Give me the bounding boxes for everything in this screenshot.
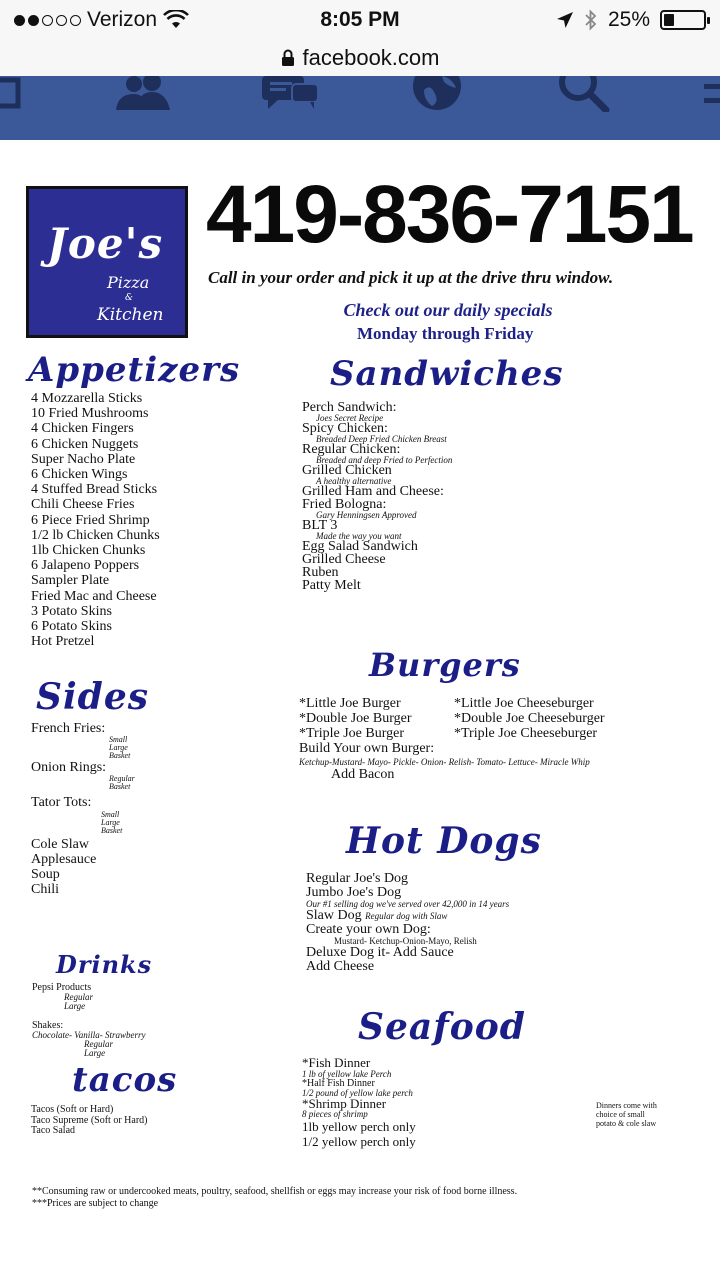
sandwich-item: Spicy Chicken: [302, 421, 388, 436]
sandwiches-list [302, 401, 452, 592]
sandwiches-heading: Sandwiches [330, 354, 564, 394]
drinks-heading: Drinks [56, 950, 153, 979]
size-option: Small [109, 735, 128, 745]
shrimp-note: 8 pieces of shrimp [302, 1109, 368, 1119]
size-option: Large [64, 1001, 86, 1011]
size-option: Regular [84, 1039, 113, 1049]
footnotes [32, 1186, 517, 1210]
fries-sizes [31, 736, 135, 760]
french-fries: French Fries: [31, 721, 106, 736]
logo-kitchen: Kitchen [97, 305, 164, 325]
tacos-heading: tacos [72, 1060, 178, 1100]
dinner-note-line-3: potato & cole slaw [596, 1119, 657, 1128]
menu-image [0, 140, 720, 1280]
create-dog: Create your own Dog: [306, 922, 431, 937]
burger-item: *Little Joe Burger [299, 696, 401, 711]
appetizer-item: 10 Fried Mushrooms [31, 406, 149, 422]
dinner-note-line-2: choice of small [596, 1110, 645, 1119]
url-bar[interactable] [0, 40, 720, 76]
tots-sizes [31, 811, 135, 835]
burgers-heading: Burgers [369, 646, 521, 684]
hot-dogs-list [306, 872, 509, 974]
pepsi-sizes [32, 993, 146, 1011]
taco-item: Taco Supreme (Soft or Hard) [31, 1114, 148, 1126]
messages-icon[interactable] [262, 76, 322, 112]
size-option: Regular [109, 774, 135, 784]
burger-item: *Double Joe Burger [299, 711, 412, 727]
tator-tots: Tator Tots: [31, 795, 92, 811]
sandwich-item: Perch Sandwich: [302, 400, 397, 415]
taco-item: Tacos (Soft or Hard) [31, 1104, 114, 1115]
fish-note: 1 lb of yellow lake Perch [302, 1068, 392, 1079]
search-icon[interactable] [558, 76, 612, 112]
regular-dog: Regular Joe's Dog [306, 871, 409, 886]
size-option: Regular [64, 992, 93, 1002]
size-option: Large [101, 817, 120, 827]
sandwich-note: Gary Henningsen Approved [316, 510, 417, 520]
appetizer-item: Fried Mac and Cheese [31, 588, 157, 604]
menu-icon[interactable] [704, 76, 720, 112]
dinner-note [596, 1101, 657, 1128]
burgers-right-list [454, 696, 605, 742]
sandwich-item: Grilled Chicken [302, 463, 392, 478]
seafood-list [302, 1057, 416, 1149]
appetizer-item: 1/2 lb Chicken Chunks [31, 527, 160, 543]
appetizers-heading: Appetizers [28, 350, 241, 390]
battery-percent: 25% [607, 8, 650, 31]
joes-logo [26, 186, 188, 338]
status-bar [0, 0, 720, 40]
logo-pizza: Pizza [107, 273, 150, 292]
appetizer-item: 6 Chicken Wings [31, 467, 128, 483]
burgers-build [299, 741, 590, 781]
appetizer-item: 6 Jalapeno Poppers [31, 558, 140, 574]
phone-number: 419-836-7151 [206, 169, 693, 260]
sandwich-item: Fried Bologna: [302, 497, 387, 512]
half-fish-dinner: *Half Fish Dinner [302, 1077, 375, 1089]
size-option: Basket [109, 751, 131, 761]
battery-icon [660, 10, 706, 30]
sandwich-note: Breaded Deep Fried Chicken Breast [316, 434, 447, 444]
sandwich-item: Regular Chicken: [302, 442, 401, 457]
slaw-note: Regular dog with Slaw [365, 911, 448, 921]
sides-items [31, 837, 135, 898]
tacos-list [31, 1105, 147, 1137]
slaw-dog: Slaw Dog [306, 908, 362, 923]
taco-item: Taco Salad [31, 1125, 76, 1136]
sandwich-note: Joes Secret Recipe [316, 413, 384, 423]
bluetooth-icon [584, 9, 598, 31]
shake-sizes [32, 1040, 146, 1058]
burger-toppings: Ketchup-Mustard- Mayo- Pickle- Onion- Relish- Tomato- Lettuce- Miracle Whip [299, 757, 590, 768]
slaw-dog-row [306, 909, 509, 923]
onion-sizes [31, 775, 135, 791]
burger-item: *Little Joe Cheeseburger [454, 696, 594, 711]
appetizer-item: 6 Chicken Nuggets [31, 436, 139, 452]
appetizer-item: 3 Potato Skins [31, 603, 112, 619]
carrier-name: Verizon [87, 8, 158, 31]
appetizer-item: Sampler Plate [31, 573, 110, 589]
status-right [556, 8, 706, 32]
burger-item: *Triple Joe Cheeseburger [454, 726, 598, 742]
sandwich-item: Grilled Ham and Cheese: [302, 484, 444, 499]
location-arrow-icon [556, 11, 574, 29]
sides-list [31, 721, 135, 897]
add-bacon: Add Bacon [331, 767, 395, 783]
size-option: Basket [101, 825, 123, 835]
jumbo-dog: Jumbo Joe's Dog [306, 885, 402, 900]
side-item: Soup [31, 867, 60, 883]
burger-item: *Double Joe Cheeseburger [454, 711, 605, 727]
daily-specials: Check out our daily specials [343, 300, 553, 320]
size-option: Large [84, 1048, 106, 1058]
appetizer-item: 4 Stuffed Bread Sticks [31, 482, 158, 498]
appetizer-item: Hot Pretzel [31, 634, 95, 650]
create-note: Mustard- Ketchup-Onion-Mayo, Relish [334, 936, 477, 946]
seafood-heading: Seafood [358, 1006, 526, 1048]
fish-dinner: *Fish Dinner [302, 1055, 371, 1070]
prices-note: ***Prices are subject to change [32, 1198, 159, 1209]
shrimp-dinner: *Shrimp Dinner [302, 1095, 387, 1111]
sides-heading: Sides [36, 676, 150, 718]
deluxe-dog: Deluxe Dog it- Add Sauce [306, 945, 454, 960]
facebook-nav-bar [0, 76, 720, 140]
jumbo-note: Our #1 selling dog we've served over 42,000 in 14 years [306, 899, 510, 909]
specials-days: Monday through Friday [357, 324, 534, 343]
drinks-list [32, 983, 146, 1058]
appetizer-item: Super Nacho Plate [31, 451, 136, 467]
shake-flavors: Chocolate- Vanilla- Strawberry [32, 1030, 146, 1040]
side-item: Cole Slaw [31, 836, 89, 852]
appetizer-item: 6 Piece Fried Shrimp [31, 512, 150, 528]
side-item: Applesauce [31, 851, 97, 867]
perch-half: 1/2 yellow perch only [302, 1134, 416, 1149]
size-option: Small [101, 809, 120, 819]
size-option: Basket [109, 782, 131, 792]
appetizer-item: 1lb Chicken Chunks [31, 543, 146, 559]
half-fish-note: 1/2 pound of yellow lake perch [302, 1087, 413, 1098]
logo-ampersand: & [125, 293, 134, 303]
burger-item: *Triple Joe Burger [299, 726, 404, 742]
size-option: Large [109, 743, 128, 753]
friends-icon[interactable] [112, 76, 176, 112]
sandwich-item: BLT 3 [302, 518, 338, 533]
clock: 8:05 PM [320, 8, 400, 31]
onion-rings: Onion Rings: [31, 760, 107, 776]
sandwich-item: Grilled Cheese [302, 552, 386, 567]
appetizer-item: 4 Mozzarella Sticks [31, 391, 143, 406]
food-safety-note: **Consuming raw or undercooked meats, poultry, seafood, shellfish or eggs may increase your risk of food borne illness. [32, 1186, 518, 1197]
appetizer-item: 6 Potato Skins [31, 619, 112, 635]
globe-icon[interactable] [412, 76, 462, 112]
sandwich-note: A healthy alternative [316, 476, 392, 486]
build-burger: Build Your own Burger: [299, 741, 435, 756]
appetizer-item: 4 Chicken Fingers [31, 421, 134, 437]
burgers-left-list [299, 696, 412, 742]
hot-dogs-heading: Hot Dogs [346, 820, 542, 862]
perch-1lb: 1lb yellow perch only [302, 1119, 416, 1134]
url-text: facebook.com [302, 45, 440, 70]
add-cheese: Add Cheese [306, 959, 375, 974]
pepsi-products: Pepsi Products [32, 982, 92, 993]
sandwich-note: Breaded and deep Fried to Perfection [316, 455, 453, 465]
appetizer-item: Chili Cheese Fries [31, 497, 135, 513]
logo-name: Joe's [47, 219, 164, 268]
sandwich-item: Ruben [302, 565, 339, 580]
sandwich-note: Made the way you want [316, 531, 402, 541]
sandwich-item: Egg Salad Sandwich [302, 539, 418, 554]
lock-icon [281, 49, 295, 67]
tagline: Call in your order and pick it up at the drive thru window. [208, 268, 614, 287]
shakes: Shakes: [32, 1020, 64, 1031]
battery-level [664, 14, 674, 26]
sandwich-item: Patty Melt [302, 578, 361, 593]
side-item: Chili [31, 882, 60, 898]
appetizers-list [31, 391, 160, 649]
dinner-note-line-1: Dinners come with [596, 1101, 657, 1110]
news-feed-icon[interactable] [0, 76, 24, 112]
